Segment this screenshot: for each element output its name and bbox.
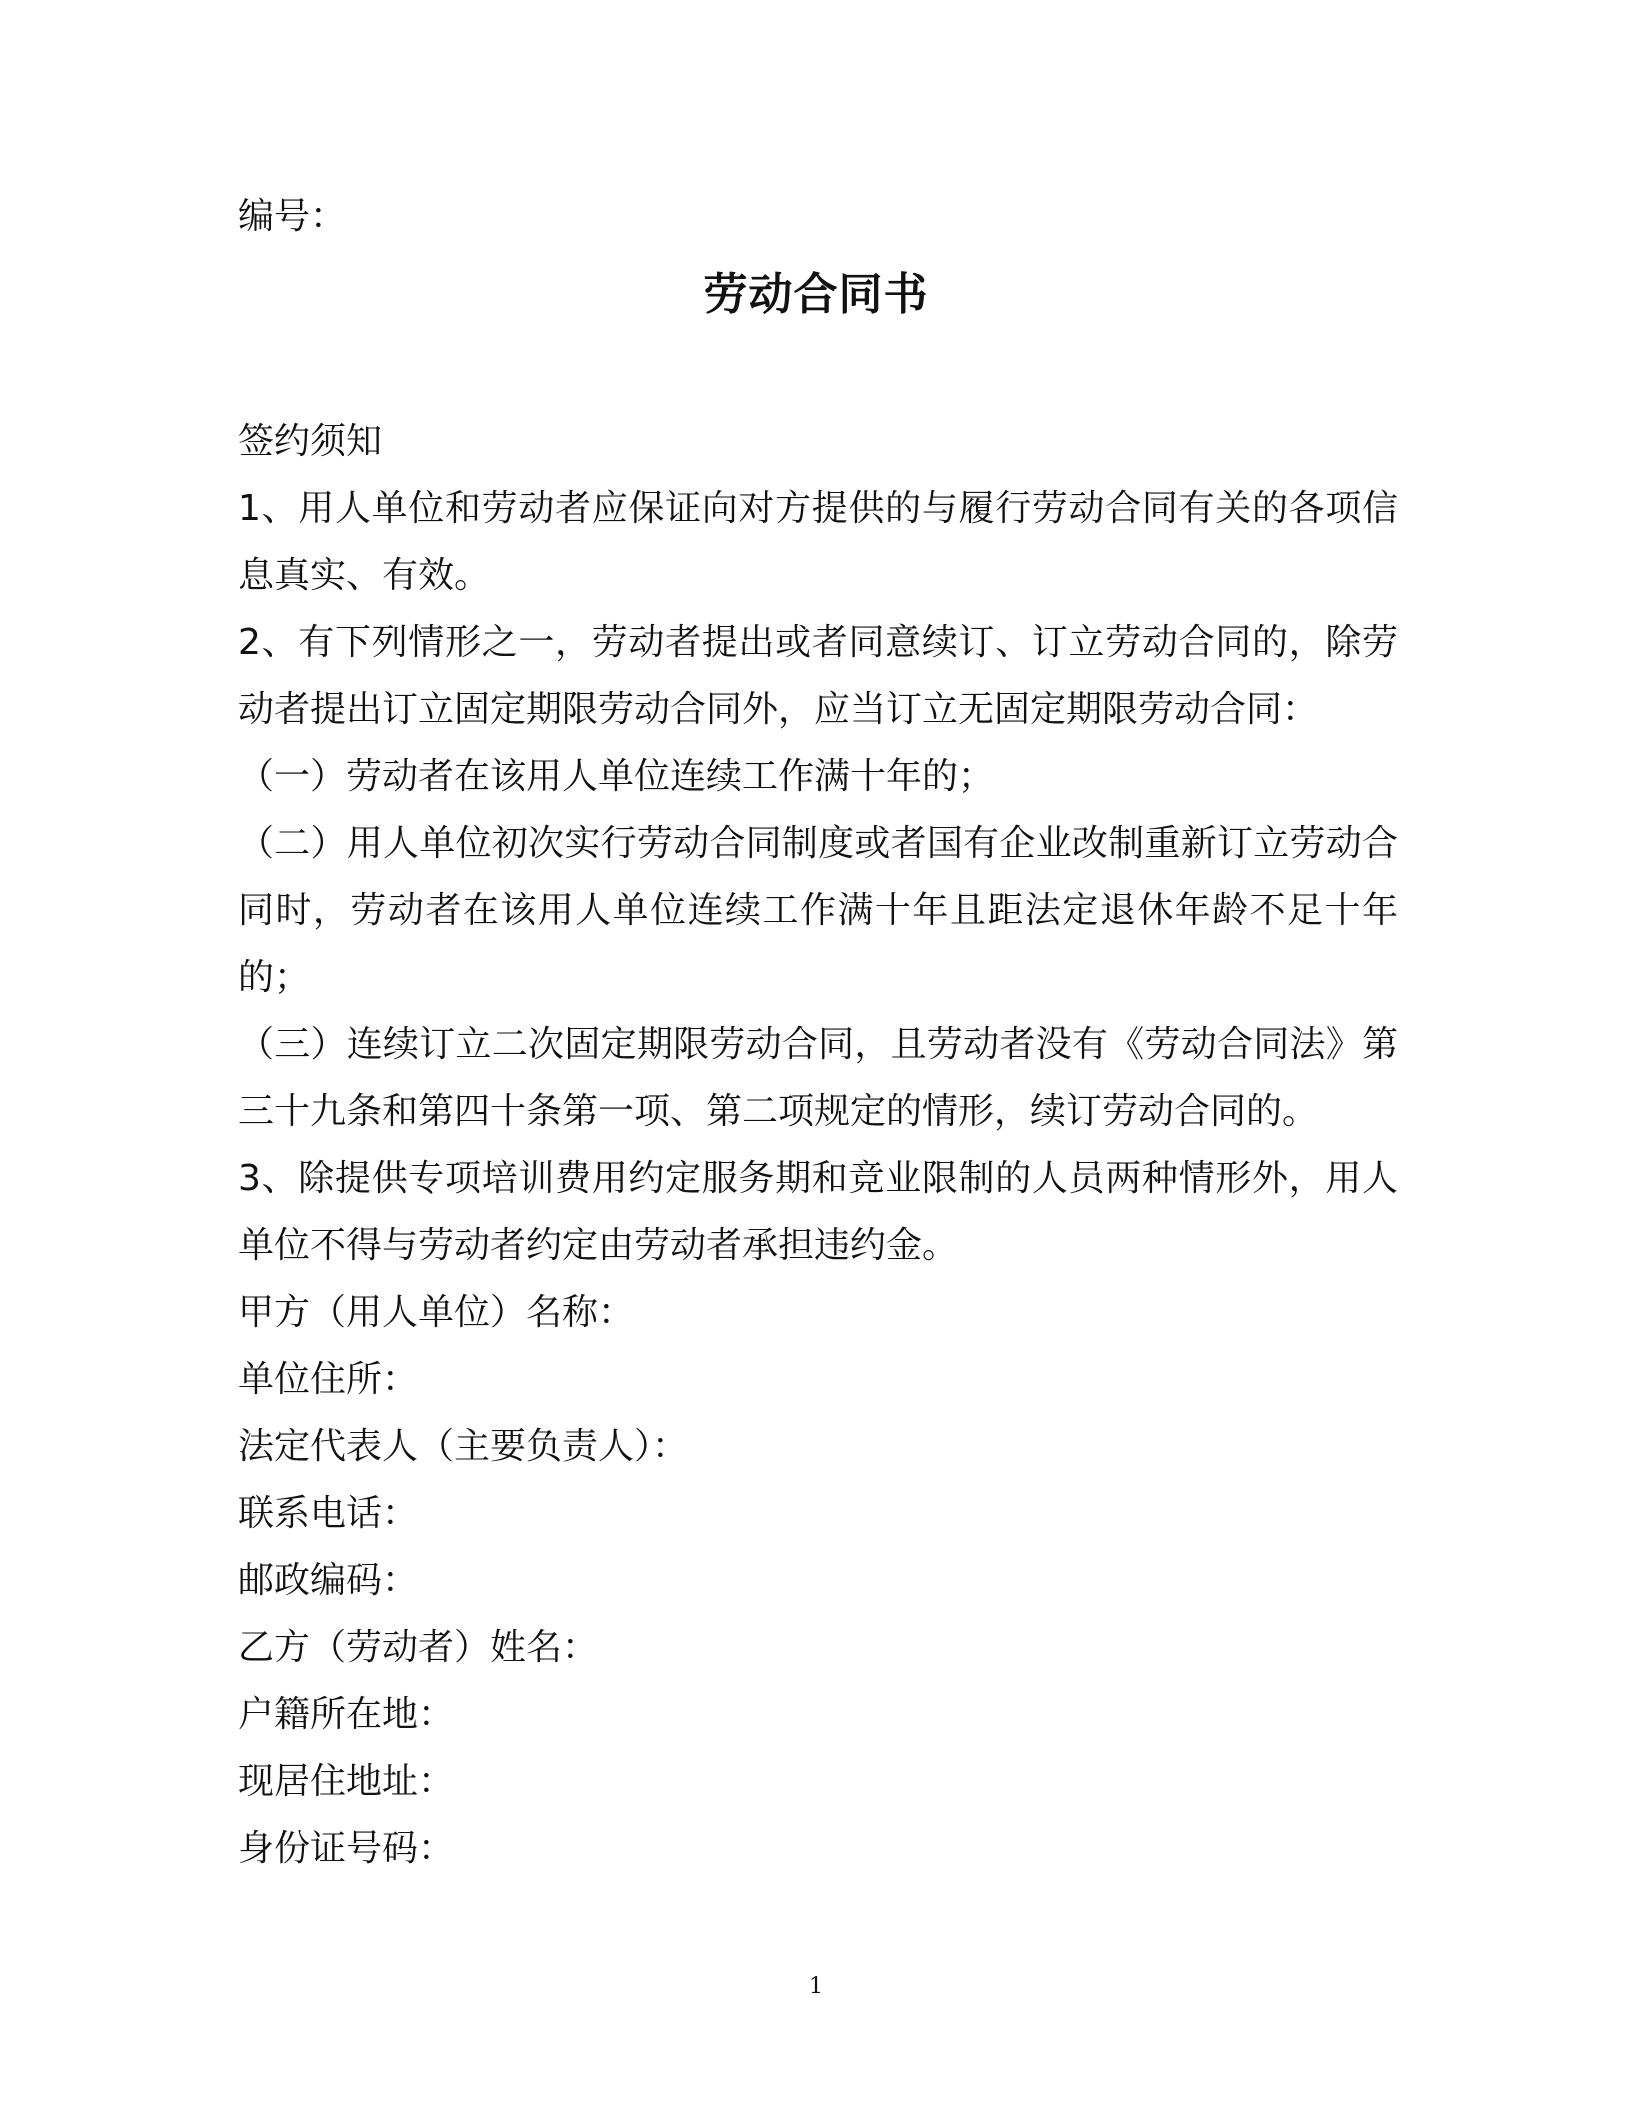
document-number-label: 编号： xyxy=(238,196,347,237)
party-a-representative-field: 法定代表人（主要负责人）： xyxy=(238,1426,689,1467)
document-title: 劳动合同书 xyxy=(703,269,929,320)
document-body xyxy=(238,408,1398,1882)
notice-subitem-3: （三）连续订立二次固定期限劳动合同，且劳动者没有《劳动合同法》第三十九条和第四十条第一项、第二项规定的情形，续订劳动合同的。 xyxy=(238,1024,1398,1132)
notice-subitem-1: （一）劳动者在该用人单位连续工作满十年的； xyxy=(238,756,995,797)
notice-heading: 签约须知 xyxy=(238,421,383,462)
party-b-residence-field: 现居住地址： xyxy=(238,1761,455,1802)
party-a-name-field: 甲方（用人单位）名称： xyxy=(238,1292,635,1333)
notice-item-1: 1、用人单位和劳动者应保证向对方提供的与履行劳动合同有关的各项信息真实、有效。 xyxy=(238,488,1398,596)
party-a-address-field: 单位住所： xyxy=(238,1359,419,1400)
notice-item-2: 2、有下列情形之一，劳动者提出或者同意续订、订立劳动合同的，除劳动者提出订立固定期限劳动合同外，应当订立无固定期限劳动合同： xyxy=(238,622,1398,730)
notice-subitem-2: （二）用人单位初次实行劳动合同制度或者国有企业改制重新订立劳动合同时，劳动者在该用人单位连续工作满十年且距法定退休年龄不足十年的； xyxy=(238,823,1398,998)
party-a-postcode-field: 邮政编码： xyxy=(238,1560,419,1601)
party-a-phone-field: 联系电话： xyxy=(238,1493,419,1534)
party-b-name-field: 乙方（劳动者）姓名： xyxy=(238,1627,599,1668)
page-number: 1 xyxy=(809,1974,823,1999)
party-b-id-number-field: 身份证号码： xyxy=(238,1828,455,1869)
notice-item-3: 3、除提供专项培训费用约定服务期和竞业限制的人员两种情形外，用人单位不得与劳动者约定由劳动者承担违约金。 xyxy=(238,1158,1398,1266)
party-b-household-field: 户籍所在地： xyxy=(238,1694,455,1735)
